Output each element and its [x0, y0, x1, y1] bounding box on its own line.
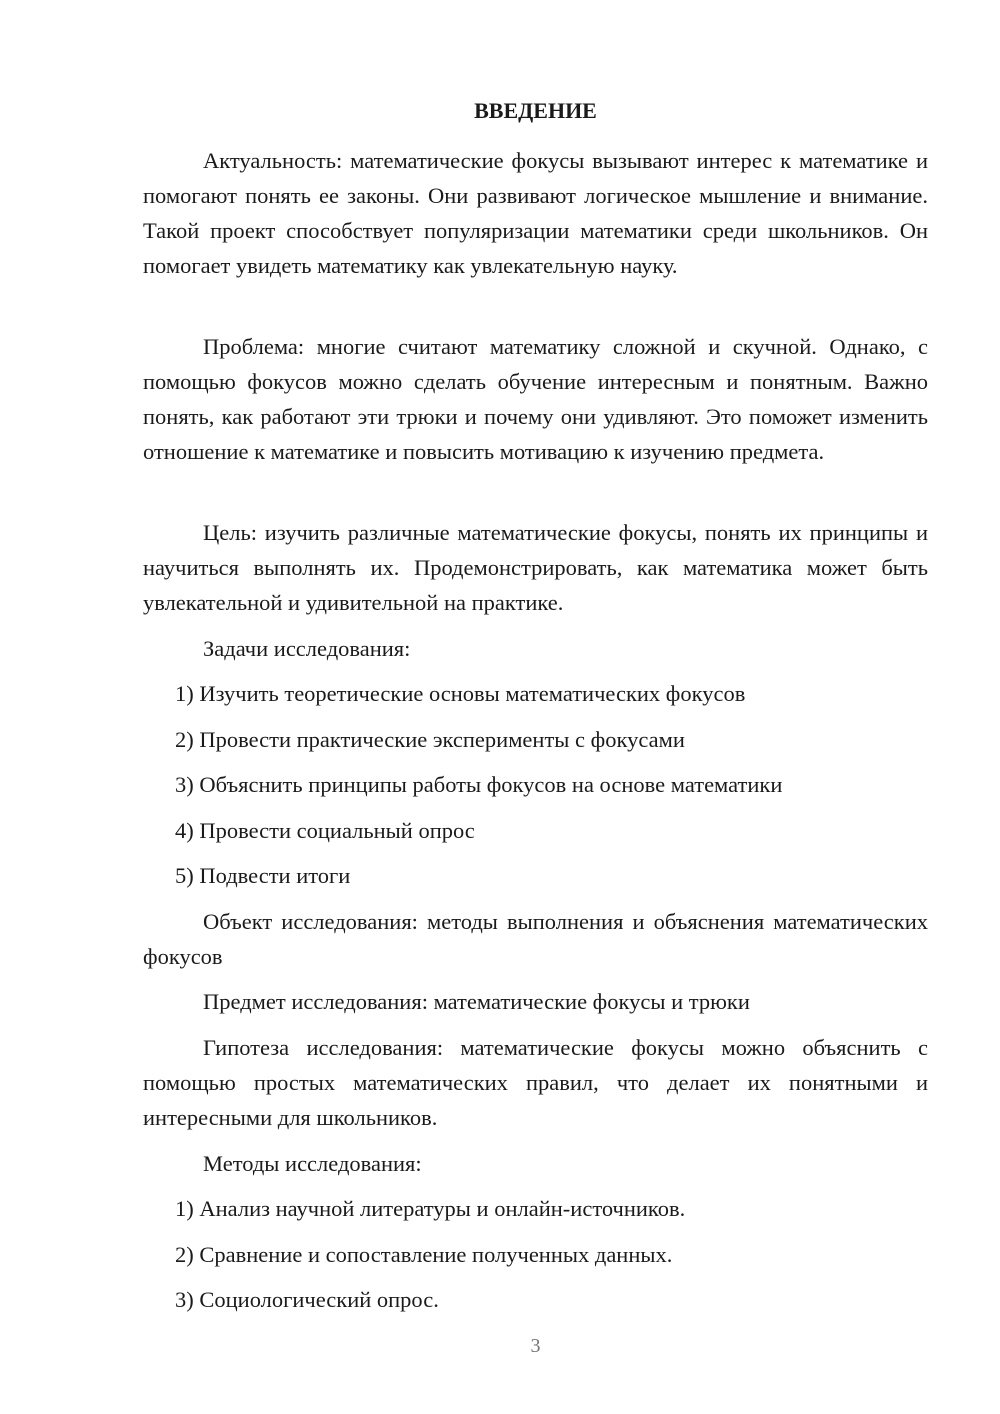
method-item-1: 1) Анализ научной литературы и онлайн-источников. [175, 1196, 686, 1221]
methods-heading: Методы исследования: [203, 1151, 422, 1176]
method-item-3: 3) Социологический опрос. [175, 1287, 439, 1312]
task-item-3: 3) Объяснить принципы работы фокусов на основе математики [175, 772, 783, 797]
method-item-2: 2) Сравнение и сопоставление полученных данных. [175, 1242, 673, 1267]
problem-paragraph: Проблема: многие считают математику сложной и скучной. Однако, с помощью фокусов можно сделать обучение интересным и понятным. Важно понять, как работают эти трюки и почему они удивляют. Это поможет изменить отношение к математике и повысить мотивацию к изучению предмета. [143, 334, 928, 464]
object-paragraph: Объект исследования: методы выполнения и объяснения математических фокусов [143, 909, 928, 969]
task-item-2: 2) Провести практические эксперименты с фокусами [175, 727, 685, 752]
page-number: 3 [530, 1335, 541, 1357]
task-item-4: 4) Провести социальный опрос [175, 818, 475, 843]
task-item-5: 5) Подвести итоги [175, 863, 351, 888]
task-item-1: 1) Изучить теоретические основы математических фокусов [175, 681, 746, 706]
page-title: ВВЕДЕНИЕ [474, 98, 597, 123]
tasks-heading: Задачи исследования: [203, 636, 411, 661]
relevance-paragraph: Актуальность: математические фокусы вызывают интерес к математике и помогают понять ее законы. Они развивают логическое мышление и внимание. Такой проект способствует популяризации математики среди школьников. Он помогает увидеть математику как увлекательную науку. [143, 148, 928, 278]
hypothesis-paragraph: Гипотеза исследования: математические фокусы можно объяснить с помощью простых математических правил, что делает их понятными и интересными для школьников. [143, 1035, 928, 1130]
subject-paragraph: Предмет исследования: математические фокусы и трюки [203, 989, 750, 1014]
goal-paragraph: Цель: изучить различные математические фокусы, понять их принципы и научиться выполнять их. Продемонстрировать, как математика может быть увлекательной и удивительной на практике. [143, 520, 928, 615]
